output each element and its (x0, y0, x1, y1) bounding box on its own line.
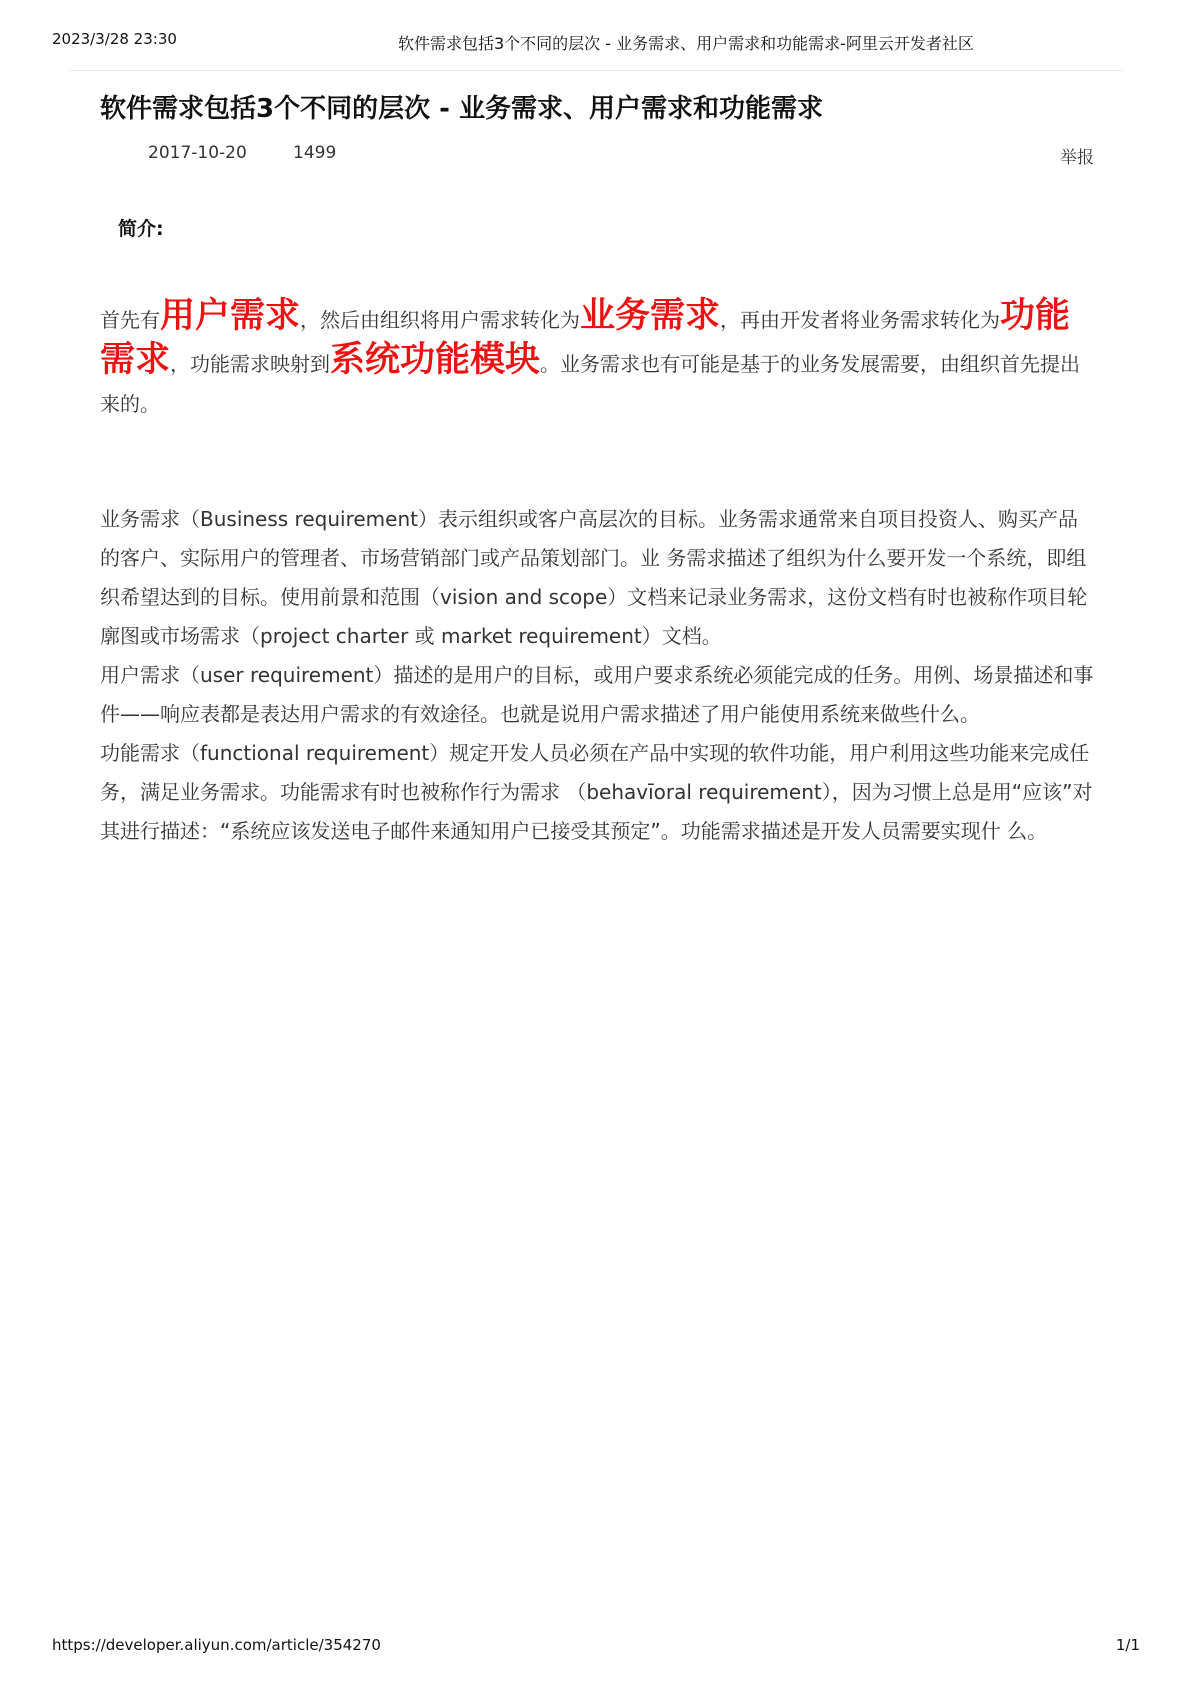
article-body (100, 500, 1096, 851)
summary-text: ，再由开发者将业务需求转化为 (720, 308, 1001, 332)
report-link[interactable]: 举报 (1060, 148, 1094, 168)
summary-highlight: 功能需求 (100, 296, 1071, 380)
print-datetime: 2023/3/28 23:30 (52, 30, 177, 48)
user-requirement-paragraph: 用户需求（user requirement）描述的是用户的目标，或用户要求系统必须能完成的任务。用例、场景描述和事件——响应表都是表达用户需求的有效途径。也就是说用户需求描述了用户能使用系统来做些什么。 (100, 663, 1094, 726)
summary-text: ，功能需求映射到 (170, 352, 331, 376)
summary-text: 。业务需求也有可能是基于的业务发展需要，由组织首先提出来的。 (100, 352, 1081, 416)
summary-highlight: 业务需求 (580, 296, 721, 336)
business-requirement-paragraph: 业务需求（Business requirement）表示组织或客户高层次的目标。业务需求通常来自项目投资人、购买产品的客户、实际用户的管理者、市场营销部门或产品策划部门。业 务需求描述了组织为什么要开发一个系统，即组织希望达到的目标。使用前景和范围（vision and scope）文档来记录业务需求，这份文档有时也被称作项目轮廓图或市场需求（project charter 或 market requirement）文档。 (100, 507, 1088, 648)
print-url: https://developer.aliyun.com/article/354270 (52, 1636, 381, 1654)
summary-highlight: 系统功能模块 (330, 340, 541, 380)
header-divider (70, 70, 1122, 71)
article-meta (100, 143, 1094, 167)
article-summary (100, 296, 1092, 424)
functional-requirement-paragraph: 功能需求（functional requirement）规定开发人员必须在产品中实现的软件功能，用户利用这些功能来完成任务，满足业务需求。功能需求有时也被称作行为需求 （behavīoral requirement），因为习惯上总是用“应该”对其进行描述：“系统应该发送电子邮件来通知用户已接受其预定”。功能需求描述是开发人员需要实现什 么。 (100, 741, 1093, 843)
summary-text: ，然后由组织将用户需求转化为 (300, 308, 581, 332)
publish-date: 2017-10-20 (148, 143, 247, 163)
summary-text: 首先有 (100, 308, 160, 332)
intro-label: 简介: (118, 218, 164, 240)
summary-highlight: 用户需求 (160, 296, 301, 336)
article-title: 软件需求包括3个不同的层次 - 业务需求、用户需求和功能需求 (100, 94, 823, 124)
print-page-title: 软件需求包括3个不同的层次 - 业务需求、用户需求和功能需求-阿里云开发者社区 (398, 34, 974, 53)
print-page-number: 1/1 (1115, 1636, 1140, 1654)
view-count: 1499 (293, 143, 337, 163)
